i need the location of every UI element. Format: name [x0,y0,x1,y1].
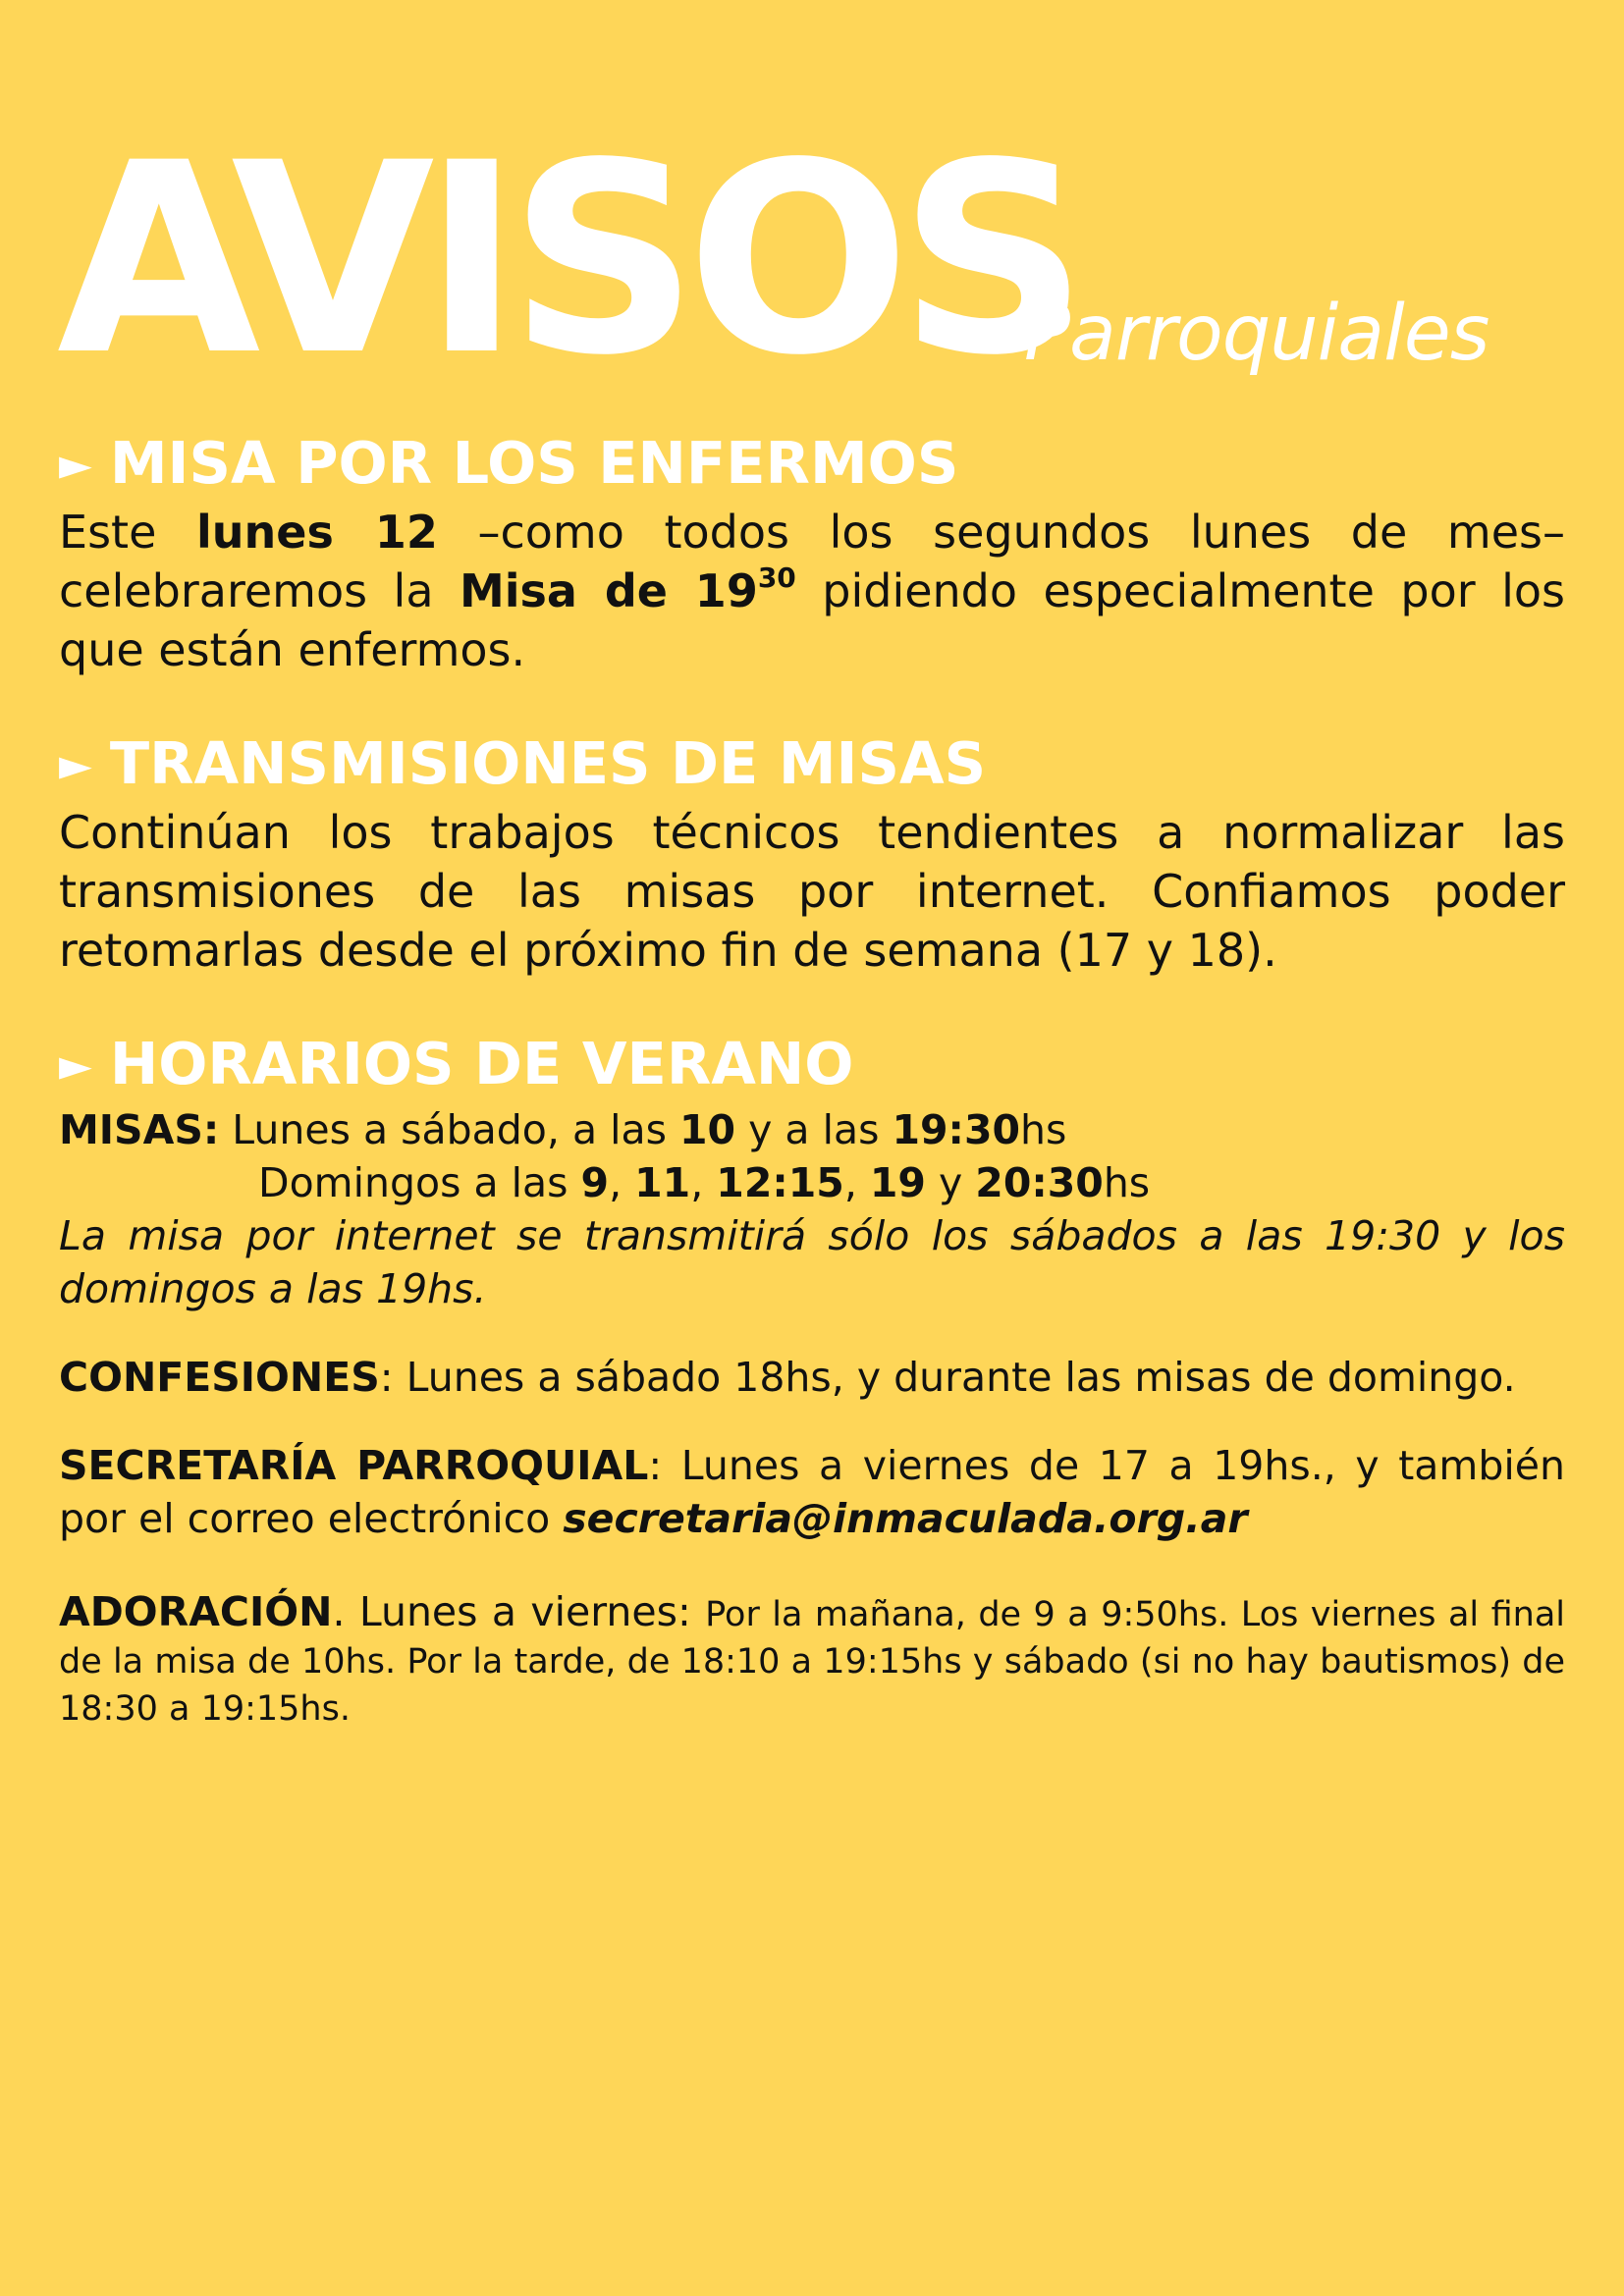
text-span: : Lunes a viernes de 17 a 19hs., y también por el correo electrónico [59,1442,1565,1542]
section-heading-enfermos [59,430,1565,503]
text-span: –como todos los segundos lunes de mes– celebraremos la [59,506,1565,617]
text-span: Este [59,506,196,559]
text-span: . Lunes a viernes: [332,1588,706,1635]
text-span: , [690,1159,717,1206]
mass-schedule [59,1103,1565,1209]
text-span: hs [1020,1106,1067,1153]
heading-text: MISA POR LOS ENFERMOS [109,429,959,497]
masthead-subtitle: Parroquiales [1024,290,1489,378]
text-span: : Lunes a sábado 18hs, y durante las misas de domingo. [379,1354,1516,1401]
bold-time: 10 [679,1106,736,1153]
secretary-label: SECRETARÍA PARROQUIAL [59,1442,649,1489]
secretary-info [59,1439,1565,1545]
mass-minutes-superscript: 30 [757,561,796,594]
text-span: , [609,1159,635,1206]
secretary-email: secretaria@inmaculada.org.ar [563,1495,1248,1542]
bold-time: 12:15 [716,1159,844,1206]
arrow-right-icon: ► [59,1041,92,1091]
section-heading-transmisiones [59,730,1565,803]
internet-mass-note: La misa por internet se transmitirá sólo los sábados a las 19:30 y los domingos a las 19hs. [59,1212,1565,1312]
arrow-right-icon: ► [59,740,92,790]
bold-time: 11 [634,1159,691,1206]
mass-hour: Misa de 19 [460,564,758,617]
text-span: y [925,1159,976,1206]
section-body-enfermos [59,503,1565,679]
mass-schedule-weekdays [59,1103,1565,1156]
text-span: y a las [735,1106,893,1153]
text-span: Domingos a las [258,1159,581,1206]
text-span: hs [1103,1159,1151,1206]
text-span: pidiendo especialmente por los que están enfermos. [59,564,1565,676]
section-heading-horarios [59,1031,1565,1103]
confessions-label: CONFESIONES [59,1354,380,1401]
bold-date: lunes 12 [196,506,438,559]
adoration-label: ADORACIÓN [59,1588,333,1635]
heading-text: HORARIOS DE VERANO [109,1030,854,1097]
mass-label: MISAS: [59,1106,220,1153]
bold-time: 19 [869,1159,926,1206]
adoration-info [59,1588,1565,1733]
bold-time: 19:30 [892,1106,1021,1153]
bold-time: 20:30 [975,1159,1104,1206]
arrow-right-icon: ► [59,440,92,490]
bold-time: 9 [580,1159,610,1206]
confessions-info [59,1351,1565,1404]
mass-schedule-sundays [59,1156,1565,1209]
text-span: , [843,1159,870,1206]
text-span: Por la mañana, de 9 a 9:50hs. Los viernes al final de la misa de 10hs. Por la tarde, de 18:10 a 19:15hs y sábado (si no hay bautismos) de 18:30 a 19:15hs. [59,1595,1565,1729]
bold-mass-time [460,561,796,617]
text-span: Lunes a sábado, a las [219,1106,680,1153]
notices-content [59,430,1565,1733]
masthead [57,107,1569,413]
section-body-transmisiones: Continúan los trabajos técnicos tendientes a normalizar las transmisiones de las misas por internet. Confiamos poder retomarlas desde el próximo fin de semana (17 y 18). [59,806,1565,977]
heading-text: TRANSMISIONES DE MISAS [109,729,987,797]
masthead-title: AVISOS [57,107,1077,413]
